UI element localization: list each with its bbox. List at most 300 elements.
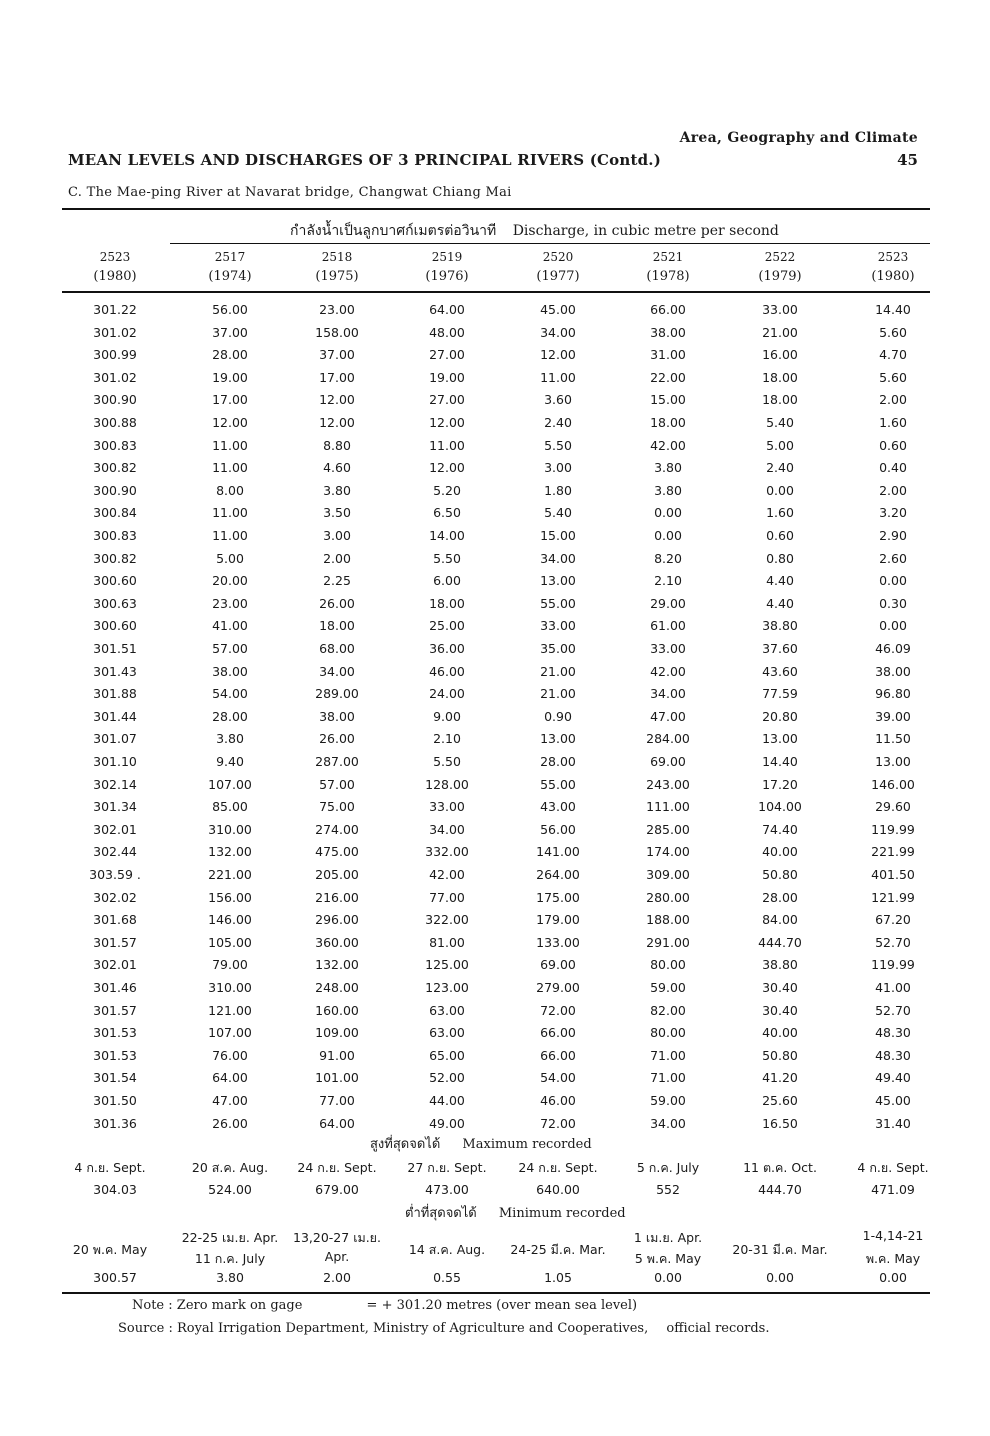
table-cell: 52.70 [875,934,911,950]
table-cell: 26.00 [319,595,355,611]
table-cell: 104.00 [758,799,802,815]
table-cell: 38.00 [650,324,686,340]
table-cell: 3.80 [323,482,351,498]
bottom-rule [62,1292,930,1294]
table-cell: 101.00 [315,1070,359,1086]
table-cell: 5.00 [216,550,244,566]
table-cell: 34.00 [540,550,576,566]
table-cell: 55.00 [540,595,576,611]
table-cell: 16.00 [762,347,798,363]
table-cell: 57.00 [212,641,248,656]
column-header-thai-year: 2519 [431,250,463,264]
table-cell: 0.00 [654,505,682,521]
table-cell: 11.00 [212,437,248,453]
table-cell: 28.00 [540,754,576,769]
table-cell: 38.80 [762,618,798,634]
table-subtitle: C. The Mae-ping River at Navarat bridge, Changwat Chiang Mai [68,185,512,200]
table-cell: 279.00 [536,980,580,995]
table-cell: 38.00 [875,663,911,679]
table-cell: 243.00 [646,776,690,792]
table-cell: 26.00 [319,731,355,747]
table-cell: 274.00 [315,821,359,837]
table-cell: 21.00 [540,663,576,679]
table-cell: 12.00 [429,460,465,476]
minimum-date: 13,20-27 เม.ย. [293,1230,381,1245]
table-cell: 56.00 [540,821,576,837]
table-cell: 74.40 [762,821,798,837]
table-cell: 121.99 [871,889,915,905]
maximum-caption-thai: สูงที่สุดจดได้ [370,1137,441,1152]
table-cell: 309.00 [646,867,690,882]
table-cell: 41.20 [762,1070,798,1086]
table-cell: 0.00 [879,618,907,634]
maximum-value: 304.03 [93,1182,137,1197]
table-cell: 27.00 [429,392,465,408]
table-cell: 37.60 [762,641,798,656]
table-cell: 301.02 [93,324,137,340]
table-cell: 46.09 [875,641,911,656]
table-cell: 2.60 [879,550,907,566]
table-cell: 300.90 [93,482,137,498]
discharge-label [290,220,779,242]
table-cell: 18.00 [429,595,465,611]
table-cell: 23.00 [212,595,248,611]
table-cell: 77.00 [429,889,465,905]
table-cell: 72.00 [540,1115,576,1131]
table-cell: 80.00 [650,957,686,973]
minimum-value: 0.55 [433,1270,461,1285]
table-cell: 34.00 [319,663,355,679]
table-cell: 3.20 [879,505,907,521]
table-cell: 11.00 [540,369,576,385]
table-cell: 12.00 [319,415,355,430]
table-cell: 96.80 [875,686,911,702]
table-cell: 280.00 [646,889,690,905]
table-cell: 5.20 [433,482,461,498]
table-cell: 19.00 [212,369,248,385]
table-cell: 0.00 [879,573,907,589]
table-cell: 146.00 [208,912,252,928]
table-cell: 119.99 [871,821,915,837]
table-cell: 310.00 [208,821,252,837]
maximum-value: 473.00 [425,1182,469,1197]
table-cell: 42.00 [650,437,686,453]
table-cell: 11.00 [212,528,248,543]
table-cell: 302.01 [93,821,137,837]
table-cell: 69.00 [650,754,686,769]
table-cell: 132.00 [208,844,252,860]
column-header-thai-year: 2521 [652,250,684,264]
table-cell: 75.00 [319,799,355,815]
table-cell: 21.00 [762,324,798,340]
table-cell: 0.00 [766,482,794,498]
table-cell: 59.00 [650,1093,686,1108]
table-cell: 5.40 [766,415,794,430]
table-cell: 3.00 [323,528,351,543]
table-cell: 42.00 [429,867,465,882]
column-header-ad-year: (1975) [315,269,359,284]
minimum-date: 5 พ.ค. May [634,1251,702,1266]
table-cell: 11.00 [212,460,248,476]
table-cell: 54.00 [540,1070,576,1086]
table-cell: 11.00 [429,437,465,453]
table-cell: 0.00 [654,528,682,543]
table-cell: 300.83 [93,437,137,453]
minimum-date: Apr. [324,1249,350,1264]
table-cell: 301.07 [93,731,137,747]
table-cell: 39.00 [875,708,911,724]
column-header-ad-year: (1980) [93,269,137,284]
table-cell: 285.00 [646,821,690,837]
table-cell: 18.00 [762,392,798,408]
minimum-date: 11 ก.ค. July [194,1251,266,1266]
table-cell: 301.57 [93,1002,137,1018]
minimum-date: 20-31 มี.ค. Mar. [732,1242,828,1257]
table-cell: 0.60 [879,437,907,453]
table-cell: 14.40 [875,302,911,317]
table-cell: 12.00 [540,347,576,363]
table-cell: 6.50 [433,505,461,521]
discharge-label-thai: กำลังน้ำเป็นลูกบาศก์เมตรต่อวินาที [290,223,497,239]
table-cell: 0.60 [766,528,794,543]
table-cell: 13.00 [875,754,911,769]
table-cell: 61.00 [650,618,686,634]
table-cell: 300.60 [93,573,137,589]
table-cell: 13.00 [762,731,798,747]
table-cell: 50.80 [762,867,798,882]
maximum-value: 524.00 [208,1182,252,1197]
table-cell: 300.82 [93,460,137,476]
table-cell: 301.53 [93,1047,137,1063]
table-cell: 301.68 [93,912,137,928]
maximum-value: 444.70 [758,1182,802,1197]
table-cell: 2.40 [766,460,794,476]
table-cell: 300.63 [93,595,137,611]
table-cell: 59.00 [650,980,686,995]
table-cell: 37.00 [212,324,248,340]
table-cell: 264.00 [536,867,580,882]
table-cell: 475.00 [315,844,359,860]
table-cell: 300.90 [93,392,137,408]
table-cell: 3.50 [323,505,351,521]
table-cell: 63.00 [429,1002,465,1018]
maximum-date: 5 ก.ค. July [636,1160,700,1175]
source-label: Source [118,1321,165,1336]
table-cell: 301.53 [93,1025,137,1041]
table-cell: 64.00 [319,1115,355,1131]
table-cell: 175.00 [536,889,580,905]
table-cell: 47.00 [650,708,686,724]
column-header-thai-year: 2523 [877,250,909,264]
table-cell: 43.60 [762,663,798,679]
table-cell: 12.00 [319,392,355,408]
table-cell: 14.00 [429,528,465,543]
table-cell: 3.80 [654,460,682,476]
table-cell: 64.00 [429,302,465,317]
table-cell: 300.88 [93,415,137,430]
table-cell: 3.80 [654,482,682,498]
table-cell: 4.40 [766,595,794,611]
table-cell: 8.20 [654,550,682,566]
table-cell: 160.00 [315,1002,359,1018]
table-cell: 1.60 [766,505,794,521]
table-cell: 45.00 [540,302,576,317]
table-cell: 302.02 [93,889,137,905]
table-cell: 0.80 [766,550,794,566]
table-cell: 2.00 [879,482,907,498]
table-cell: 302.44 [93,844,137,860]
note-colon: : [168,1298,177,1313]
table-cell: 41.00 [875,980,911,995]
table-cell: 40.00 [762,1025,798,1041]
table-cell: 4.40 [766,573,794,589]
table-cell: 68.00 [319,641,355,656]
table-cell: 25.00 [429,618,465,634]
table-cell: 302.01 [93,957,137,973]
table-cell: 119.99 [871,957,915,973]
table-cell: 18.00 [650,415,686,430]
table-cell: 38.80 [762,957,798,973]
column-header-thai-year: 2523 [99,250,131,264]
table-cell: 56.00 [212,302,248,317]
table-cell: 15.00 [540,528,576,543]
table-cell: 76.00 [212,1047,248,1063]
column-header-ad-year: (1979) [758,269,802,284]
table-cell: 158.00 [315,324,359,340]
table-cell: 301.02 [93,369,137,385]
table-cell: 1.80 [544,482,572,498]
table-cell: 301.34 [93,799,137,815]
table-cell: 6.00 [433,573,461,589]
column-header-thai-year: 2520 [542,250,574,264]
column-header-thai-year: 2522 [764,250,796,264]
table-cell: 21.00 [540,686,576,702]
minimum-value: 0.00 [879,1270,907,1285]
source-extra: official records. [666,1321,770,1336]
table-cell: 121.00 [208,1002,252,1018]
table-cell: 64.00 [212,1070,248,1086]
table-cell: 80.00 [650,1025,686,1041]
table-cell: 20.00 [212,573,248,589]
table-cell: 300.82 [93,550,137,566]
table-cell: 2.00 [879,392,907,408]
minimum-date: 1-4,14-21 [862,1228,924,1243]
table-cell: 28.00 [212,347,248,363]
table-cell: 125.00 [425,957,469,973]
minimum-caption-thai: ต่ำที่สุดจดได้ [405,1206,477,1221]
table-cell: 132.00 [315,957,359,973]
table-cell: 5.60 [879,369,907,385]
table-cell: 49.00 [429,1115,465,1131]
table-cell: 301.43 [93,663,137,679]
maximum-date: 11 ต.ค. Oct. [743,1160,817,1175]
table-cell: 5.50 [433,550,461,566]
source-line [118,1321,769,1336]
table-cell: 301.46 [93,980,137,995]
table-cell: 141.00 [536,844,580,860]
maximum-value: 640.00 [536,1182,580,1197]
table-cell: 17.00 [212,392,248,408]
table-cell: 48.30 [875,1025,911,1041]
minimum-value: 0.00 [654,1270,682,1285]
table-cell: 302.14 [93,776,137,792]
table-cell: 55.00 [540,776,576,792]
table-cell: 216.00 [315,889,359,905]
table-cell: 52.00 [429,1070,465,1086]
page-title: MEAN LEVELS AND DISCHARGES OF 3 PRINCIPAL RIVERS (Contd.) [68,151,661,169]
table-cell: 128.00 [425,776,469,792]
discharge-label-english: Discharge, in cubic metre per second [512,223,779,239]
table-cell: 3.60 [544,392,572,408]
table-cell: 31.40 [875,1115,911,1131]
table-cell: 91.00 [319,1047,355,1063]
table-cell: 3.80 [216,731,244,747]
table-cell: 12.00 [212,415,248,430]
table-cell: 66.00 [650,302,686,317]
column-header-thai-year: 2517 [214,250,246,264]
note-equation: = + 301.20 metres (over mean sea level) [366,1298,638,1313]
table-cell: 0.30 [879,595,907,611]
minimum-date: 14 ส.ค. Aug. [408,1242,486,1257]
table-cell: 33.00 [540,618,576,634]
table-cell: 301.50 [93,1093,137,1108]
table-cell: 48.30 [875,1047,911,1063]
minimum-caption [405,1202,626,1223]
maximum-caption-english: Maximum recorded [462,1137,592,1152]
table-cell: 133.00 [536,934,580,950]
table-cell: 42.00 [650,663,686,679]
table-cell: 28.00 [212,708,248,724]
table-cell: 0.40 [879,460,907,476]
table-cell: 24.00 [429,686,465,702]
table-cell: 444.70 [758,934,802,950]
table-cell: 23.00 [319,302,355,317]
table-cell: 188.00 [646,912,690,928]
minimum-date: 20 พ.ค. May [72,1242,148,1257]
table-cell: 50.80 [762,1047,798,1063]
table-cell: 25.60 [762,1093,798,1108]
discharge-underline [170,243,930,244]
table-cell: 2.40 [544,415,572,430]
table-cell: 66.00 [540,1047,576,1063]
note-label: Note [132,1298,165,1313]
table-cell: 296.00 [315,912,359,928]
table-cell: 19.00 [429,369,465,385]
table-cell: 48.00 [429,324,465,340]
maximum-date: 24 ก.ย. Sept. [518,1160,598,1175]
minimum-date: 1 เม.ย. Apr. [633,1230,703,1245]
minimum-caption-english: Minimum recorded [498,1206,626,1221]
maximum-date: 20 ส.ค. Aug. [191,1160,269,1175]
table-cell: 63.00 [429,1025,465,1041]
table-cell: 85.00 [212,799,248,815]
table-cell: 4.60 [323,460,351,476]
table-cell: 29.60 [875,799,911,815]
table-cell: 17.20 [762,776,798,792]
page-number: 45 [897,151,918,169]
table-cell: 45.00 [875,1093,911,1108]
table-cell: 34.00 [650,1115,686,1131]
table-cell: 301.10 [93,754,137,769]
table-cell: 47.00 [212,1093,248,1108]
table-cell: 174.00 [646,844,690,860]
table-cell: 67.20 [875,912,911,928]
table-cell: 4.70 [879,347,907,363]
table-cell: 20.80 [762,708,798,724]
maximum-date: 24 ก.ย. Sept. [297,1160,377,1175]
table-cell: 5.50 [544,437,572,453]
table-cell: 44.00 [429,1093,465,1108]
table-cell: 26.00 [212,1115,248,1131]
minimum-value: 300.57 [93,1270,137,1285]
table-cell: 146.00 [871,776,915,792]
table-cell: 49.40 [875,1070,911,1086]
table-cell: 2.00 [323,550,351,566]
minimum-value: 1.05 [544,1270,572,1285]
table-cell: 301.54 [93,1070,137,1086]
table-cell: 30.40 [762,980,798,995]
table-cell: 52.70 [875,1002,911,1018]
table-cell: 2.90 [879,528,907,543]
table-cell: 65.00 [429,1047,465,1063]
column-header-ad-year: (1976) [425,269,469,284]
table-cell: 11.50 [875,731,911,747]
table-cell: 221.99 [871,844,915,860]
table-cell: 5.40 [544,505,572,521]
maximum-date: 4 ก.ย. Sept. [74,1160,146,1175]
table-cell: 360.00 [315,934,359,950]
table-cell: 2.10 [433,731,461,747]
table-cell: 332.00 [425,844,469,860]
table-cell: 301.51 [93,641,137,656]
column-header-ad-year: (1980) [871,269,915,284]
table-cell: 37.00 [319,347,355,363]
table-cell: 18.00 [319,618,355,634]
table-cell: 82.00 [650,1002,686,1018]
table-cell: 72.00 [540,1002,576,1018]
table-cell: 38.00 [319,708,355,724]
header-section: Area, Geography and Climate [679,130,918,146]
maximum-value: 471.09 [871,1182,915,1197]
table-cell: 46.00 [429,663,465,679]
column-header-ad-year: (1977) [536,269,580,284]
table-cell: 9.00 [433,708,461,724]
table-cell: 123.00 [425,980,469,995]
minimum-date: 22-25 เม.ย. Apr. [181,1230,279,1245]
table-cell: 8.80 [323,437,351,453]
table-cell: 16.50 [762,1115,798,1131]
table-cell: 301.36 [93,1115,137,1131]
column-header-ad-year: (1978) [646,269,690,284]
table-cell: 41.00 [212,618,248,634]
table-cell: 107.00 [208,1025,252,1041]
table-cell: 71.00 [650,1070,686,1086]
table-cell: 300.84 [93,505,137,521]
minimum-date: พ.ค. May [865,1251,921,1266]
note-text: Zero mark on gage [176,1298,303,1313]
table-cell: 13.00 [540,731,576,747]
maximum-value: 552 [656,1182,680,1197]
table-cell: 66.00 [540,1025,576,1041]
table-cell: 301.22 [93,302,137,317]
table-cell: 8.00 [216,482,244,498]
maximum-caption [370,1133,592,1154]
table-cell: 287.00 [315,754,359,769]
table-cell: 46.00 [540,1093,576,1108]
header-bottom-rule [62,291,930,293]
table-cell: 12.00 [429,415,465,430]
table-cell: 301.88 [93,686,137,702]
